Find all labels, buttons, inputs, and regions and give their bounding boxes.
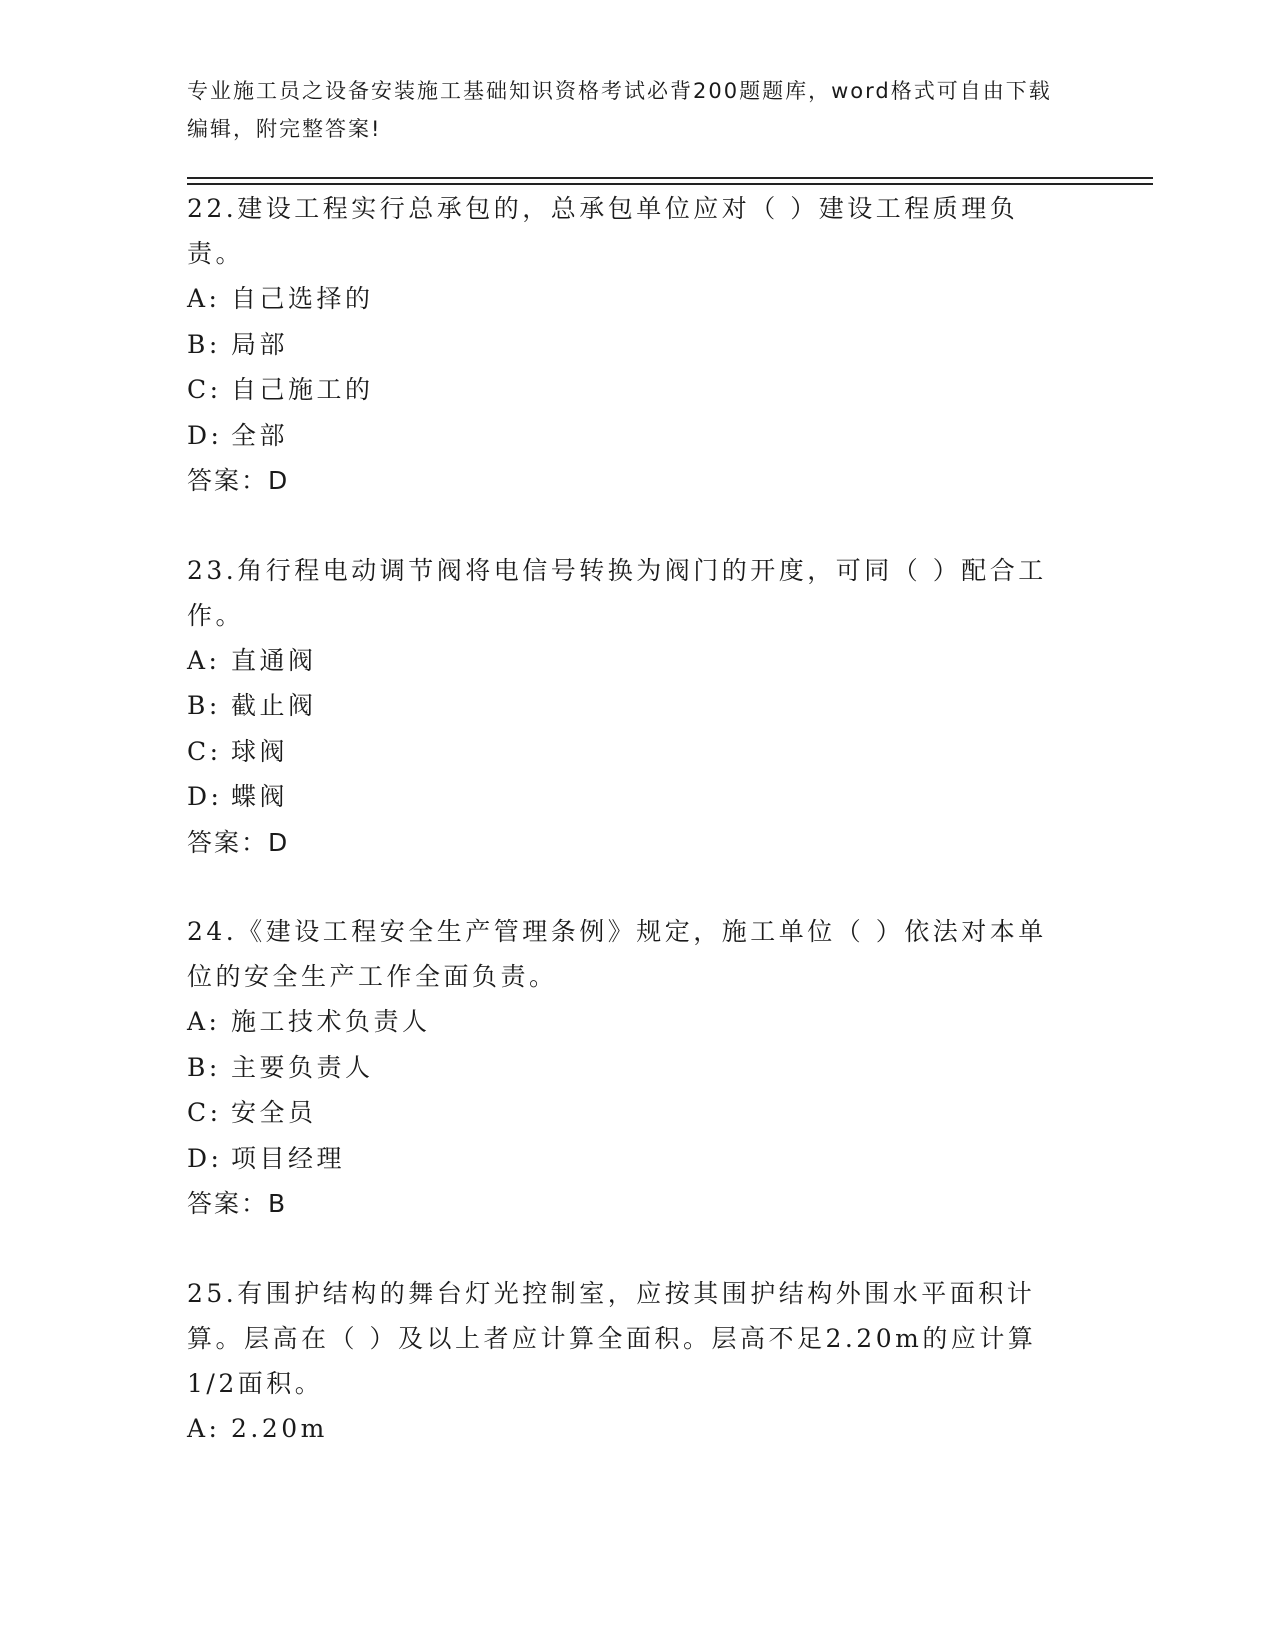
option-d [187,1136,1067,1182]
option-letter: A: [187,284,221,313]
option-text: 自己施工的 [231,375,374,404]
option-text: 截止阀 [231,691,317,720]
option-letter: B: [187,1052,221,1082]
option-letter: A: [187,645,221,675]
option-letter: D: [187,1143,223,1173]
option-a [187,1406,1067,1452]
answer-line: 答案：D [187,827,290,857]
option-text: 全部 [231,420,289,450]
answer-line: 答案：B [187,1189,288,1218]
option-letter: D: [187,782,223,811]
question-stem: 23.角行程电动调节阀将电信号转换为阀门的开度，可同（ ）配合工作。 [187,555,1047,630]
question-25 [187,1271,1067,1452]
question-stem: 25.有围护结构的舞台灯光控制室，应按其围护结构外围水平面积计算。层高在（ ）及以上者应计算全面积。层高不足2.20m的应计算1/2面积。 [187,1278,1037,1398]
option-text: 施工技术负责人 [231,1007,431,1036]
option-b [187,683,1067,729]
option-text: 直通阀 [231,645,317,675]
header-divider-top [187,177,1153,179]
option-letter: D: [187,420,223,450]
option-b [187,1045,1067,1091]
option-letter: C: [187,375,222,404]
option-text: 球阀 [231,736,289,766]
answer-line: 答案：D [187,466,290,495]
option-c [187,367,1067,413]
option-d [187,774,1067,820]
option-text: 局部 [231,329,289,359]
question-22 [187,186,1067,504]
option-d [187,413,1067,459]
option-b [187,322,1067,368]
question-23 [187,548,1067,866]
option-c [187,1090,1067,1136]
option-letter: B: [187,329,221,359]
option-c [187,729,1067,775]
document-intro: 专业施工员之设备安装施工基础知识资格考试必背200题题库，word格式可自由下载编辑，附完整答案! [187,79,1052,141]
option-a [187,999,1067,1045]
option-letter: C: [187,736,222,766]
question-list [187,186,1067,1495]
option-letter: B: [187,691,221,720]
question-stem: 24.《建设工程安全生产管理条例》规定，施工单位（ ）依法对本单位的安全生产工作全面负责。 [187,917,1047,991]
question-24 [187,909,1067,1227]
option-letter: C: [187,1098,222,1127]
option-letter: A: [187,1007,221,1036]
option-a [187,638,1067,684]
option-text: 蝶阀 [231,782,289,811]
option-text: 项目经理 [231,1143,346,1173]
option-letter: A: [187,1413,221,1443]
question-stem: 22.建设工程实行总承包的，总承包单位应对（ ）建设工程质理负责。 [187,194,1019,268]
option-text: 主要负责人 [231,1052,374,1082]
option-text: 2.20m [231,1413,328,1443]
header-divider-bottom [187,183,1153,185]
option-text: 安全员 [231,1098,317,1127]
option-text: 自己选择的 [231,284,374,313]
option-a [187,276,1067,322]
